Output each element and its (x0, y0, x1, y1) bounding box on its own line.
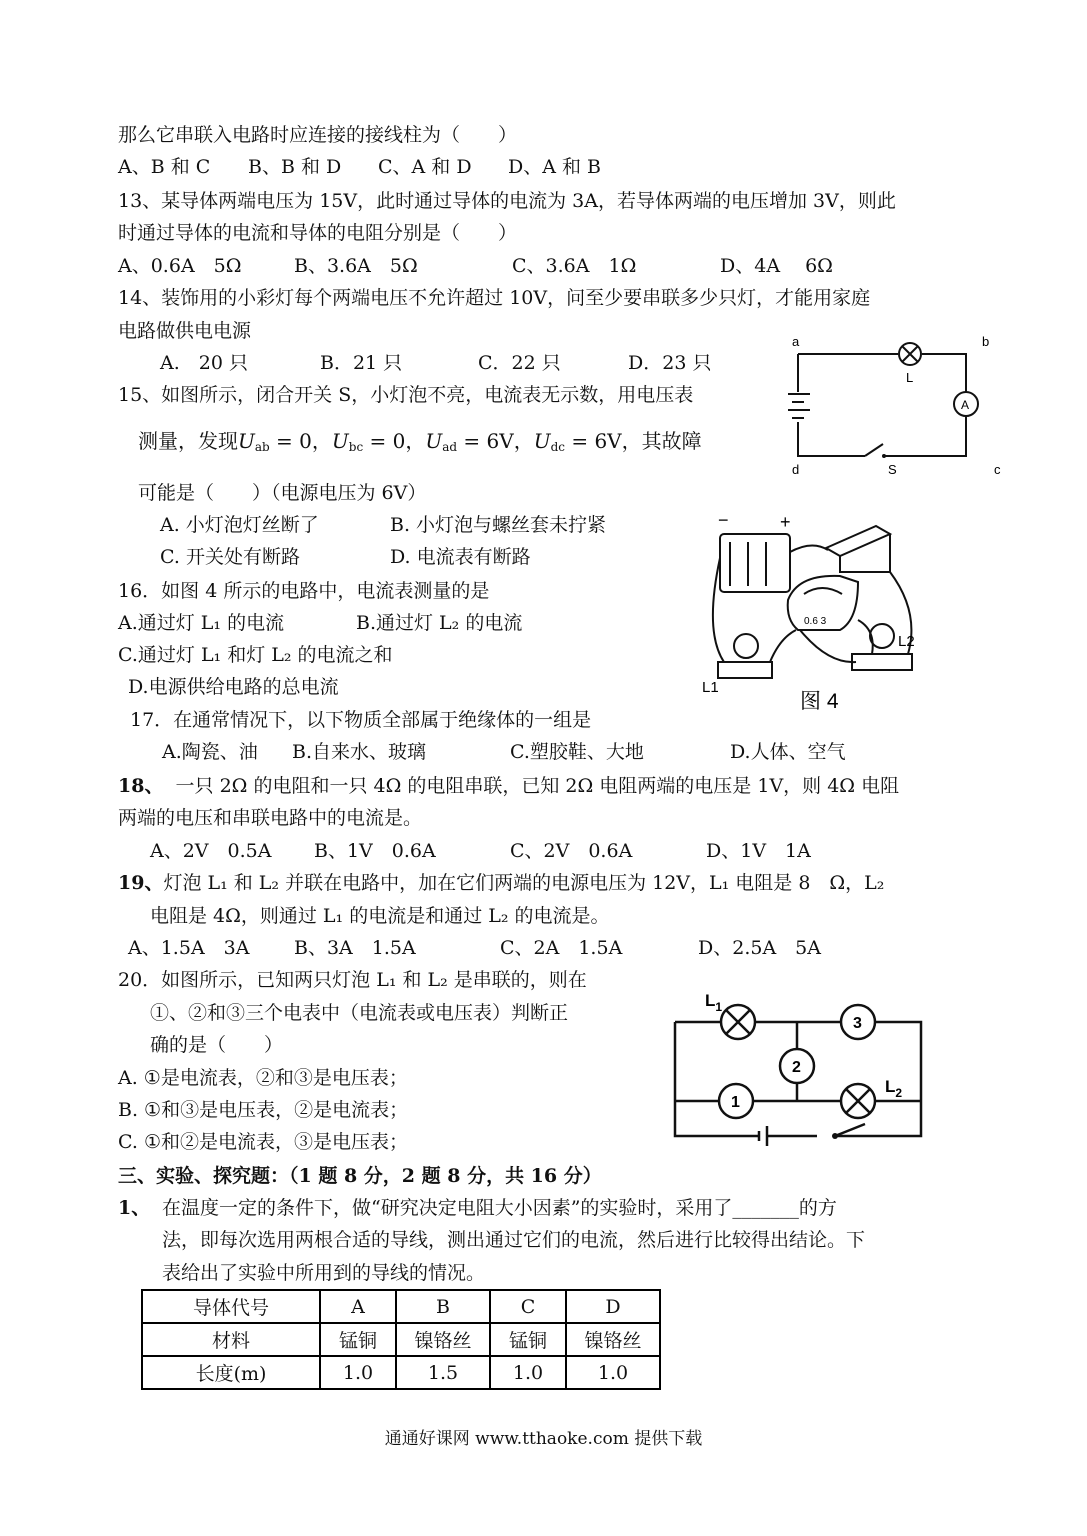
experiment-1-text: 在温度一定的条件下，做“研究决定电阻大小因素”的实验时，采用了_______的方 (162, 1197, 837, 1219)
bulb-l1-icon (734, 634, 758, 658)
q18-option-a: A、2V 0.5A (150, 840, 272, 862)
q14-option-b: B．21 只 (320, 352, 403, 374)
q13-line-2: 时通过导体的电流和导体的电阻分别是（ ） (118, 222, 518, 244)
q15-options-row-1 (160, 512, 606, 538)
eq-six: = 6V， (457, 429, 534, 453)
q19-option-a: A、1.5A 3A (128, 937, 250, 959)
q16-stem: 16．如图 4 所示的电路中，电流表测量的是 (118, 580, 490, 602)
table-cell: 1.0 (490, 1356, 566, 1389)
q18-line-2: 两端的电压和串联电路中的电流是。 (118, 807, 423, 829)
q15-line-1: 15、如图所示，闭合开关 S，小灯泡不亮，电流表无示数，用电压表 (118, 384, 694, 406)
label-l2: $L_2$ (885, 1077, 903, 1100)
meter-2-label: 2 (792, 1059, 801, 1076)
table-header-row (142, 1290, 660, 1323)
q16-option-c: C.通过灯 L₁ 和灯 L₂ 的电流之和 (118, 644, 393, 666)
eq-zero: = 0， (269, 429, 332, 453)
section-3-heading: 三、实验、探究题：（1 题 8 分，2 题 8 分，共 16 分） (118, 1165, 602, 1187)
q15-options-row-2 (160, 544, 531, 570)
table-header-cell: 导体代号 (142, 1290, 320, 1323)
math-U: U (425, 429, 443, 453)
table-cell: 镍铬丝 (396, 1323, 490, 1356)
label-L: L (906, 370, 914, 385)
table-cell: 材料 (142, 1323, 320, 1356)
q20-line-2: ①、②和③三个电表中（电流表或电压表）判断正 (150, 1002, 569, 1024)
q18-number: 18、 (118, 775, 164, 797)
q12-option-b: B、B 和 D (248, 156, 342, 178)
table-header-cell: A (320, 1290, 396, 1323)
q19-options (128, 935, 821, 961)
q18-option-d: D、1V 1A (706, 840, 811, 862)
sub-ab: ab (254, 440, 270, 454)
meter-3-label: 3 (853, 1015, 862, 1032)
battery-plus-label: + (780, 512, 791, 532)
q19-line-1 (118, 870, 884, 896)
figure-4-circuit (700, 512, 930, 722)
q20-option-a: A. ①是电流表，②和③是电压表； (118, 1067, 408, 1089)
table-cell: 1.5 (396, 1356, 490, 1389)
q13-option-b: B、3.6A 5Ω (294, 255, 418, 277)
label-b: b (982, 334, 990, 349)
table-cell: 锰铜 (490, 1323, 566, 1356)
label-c: c (994, 462, 1001, 477)
label-l1: L1 (702, 679, 719, 696)
footer-credit: 通通好课网 www.tthaoke.com 提供下载 (384, 1429, 703, 1449)
q16-option-a: A.通过灯 L₁ 的电流 (118, 612, 285, 634)
q17-option-d: D.人体、空气 (730, 741, 846, 763)
eq-six: = 6V (564, 429, 622, 453)
table-cell: 1.0 (566, 1356, 660, 1389)
q20-line-3: 确的是（ ） (150, 1034, 284, 1056)
q15-option-c: C. 开关处有断路 (160, 546, 300, 568)
q19-option-d: D、2.5A 5A (698, 937, 821, 959)
label-S: S (888, 462, 897, 477)
q15-option-a: A. 小灯泡灯丝断了 (160, 514, 319, 536)
experiment-1-line-1 (118, 1195, 837, 1221)
table-cell: 镍铬丝 (566, 1323, 660, 1356)
q14-option-d: D．23 只 (628, 352, 712, 374)
q14-line-1: 14、装饰用的小彩灯每个两端电压不允许超过 10V，问至少要串联多少只灯，才能用家庭 (118, 287, 871, 309)
table-cell: 锰铜 (320, 1323, 396, 1356)
math-U: U (238, 429, 255, 453)
table-cell: 长度(m) (142, 1356, 320, 1389)
switch-icon (826, 526, 890, 556)
experiment-1-number: 1、 (118, 1197, 151, 1219)
q15-line-3: 可能是（ ）（电源电压为 6V） (138, 482, 427, 504)
q17-option-a: A.陶瓷、油 (162, 741, 258, 763)
sub-ad: ad (442, 440, 458, 454)
q18-option-b: B、1V 0.6A (314, 840, 436, 862)
q17-option-c: C.塑胶鞋、大地 (510, 741, 644, 763)
table-cell: 1.0 (320, 1356, 396, 1389)
q14-option-c: C．22 只 (478, 352, 561, 374)
label-l2: L2 (898, 633, 915, 650)
q17-option-b: B.自来水、玻璃 (292, 741, 427, 763)
sub-dc: dc (550, 440, 565, 454)
q17-stem: 17．在通常情况下，以下物质全部属于绝缘体的一组是 (130, 709, 592, 731)
experiment-1-line-3: 表给出了实验中所用到的导线的情况。 (162, 1262, 486, 1284)
bulb-l2-base (852, 654, 912, 670)
q20-option-c: C. ①和②是电流表，③是电压表； (118, 1131, 408, 1153)
ammeter-icon: A (961, 398, 970, 412)
meter-1-label: 1 (731, 1094, 740, 1111)
q20-option-b: B. ①和③是电压表，②是电流表； (118, 1099, 409, 1121)
q12-option-a: A、B 和 C (118, 156, 211, 178)
q19-line-2: 电阻是 4Ω，则通过 L₁ 的电流是和通过 L₂ 的电流是。 (150, 905, 610, 927)
q19-number: 19、 (118, 872, 164, 894)
label-l1: $L_1$ (705, 991, 723, 1014)
q15-option-d: D. 电流表有断路 (390, 546, 531, 568)
bulb-l1-base (718, 662, 772, 678)
label-d: d (792, 462, 800, 477)
q20-circuit-figure (665, 982, 935, 1154)
q13-option-a: A、0.6A 5Ω (118, 255, 242, 277)
q13-options (118, 253, 833, 279)
q16-option-d: D.电源供给电路的总电流 (128, 676, 339, 698)
experiment-1-line-2: 法，即每次选用两根合适的导线，测出通过它们的电流，然后进行比较得出结论。下 (162, 1229, 866, 1251)
q19-option-c: C、2A 1.5A (500, 937, 623, 959)
q20-line-1: 20．如图所示，已知两只灯泡 L₁ 和 L₂ 是串联的，则在 (118, 969, 587, 991)
battery-minus-label: − (718, 512, 729, 530)
table-header-cell: B (396, 1290, 490, 1323)
q18-line-1 (118, 773, 899, 799)
table-header-cell: C (490, 1290, 566, 1323)
q12-option-d: D、A 和 B (508, 156, 601, 178)
label-a: a (792, 334, 800, 349)
math-U: U (331, 429, 349, 453)
q19-text: 灯泡 L₁ 和 L₂ 并联在电路中，加在它们两端的电源电压为 12V，L₁ 电阻是 8 Ω，L₂ (163, 872, 885, 894)
q14-line-2: 电路做供电电源 (118, 320, 252, 342)
q18-options (150, 838, 811, 864)
table-header-cell: D (566, 1290, 660, 1323)
q15-line-2 (138, 428, 702, 460)
q18-option-c: C、2V 0.6A (510, 840, 633, 862)
q13-line-1: 13、某导体两端电压为 15V，此时通过导体的电流为 3A，若导体两端的电压增加 3V，则此 (118, 190, 896, 212)
q15-line-2-prefix: 测量，发现 (138, 429, 238, 453)
q19-option-b: B、3A 1.5A (294, 937, 416, 959)
q14-options (160, 350, 711, 376)
figure-4-caption: 图 4 (800, 690, 839, 713)
table-row (142, 1356, 660, 1389)
q15-circuit-figure (780, 332, 1012, 482)
conductor-table (141, 1289, 661, 1390)
sub-bc: bc (348, 440, 364, 454)
q18-text: 一只 2Ω 的电阻和一只 4Ω 的电阻串联，已知 2Ω 电阻两端的电压是 1V，则 4Ω 电阻 (175, 775, 900, 797)
ammeter-scale: 0.6 3 (804, 616, 827, 627)
q16-option-b: B.通过灯 L₂ 的电流 (356, 612, 523, 634)
q12-option-c: C、A 和 D (378, 156, 472, 178)
q13-option-d: D、4A 6Ω (720, 255, 833, 277)
eq-zero: = 0， (363, 429, 426, 453)
q14-option-a: A. 20 只 (160, 352, 248, 374)
q12-options (118, 154, 601, 180)
q15-line-2-suffix: ，其故障 (621, 429, 702, 453)
q15-option-b: B. 小灯泡与螺丝套未拧紧 (390, 514, 607, 536)
q17-options (162, 739, 846, 765)
q13-option-c: C、3.6A 1Ω (512, 255, 637, 277)
q12-stem: 那么它串联入电路时应连接的接线柱为（ ） (118, 124, 518, 146)
math-U: U (533, 429, 551, 453)
q16-options-row-1 (118, 610, 522, 636)
table-row (142, 1323, 660, 1356)
